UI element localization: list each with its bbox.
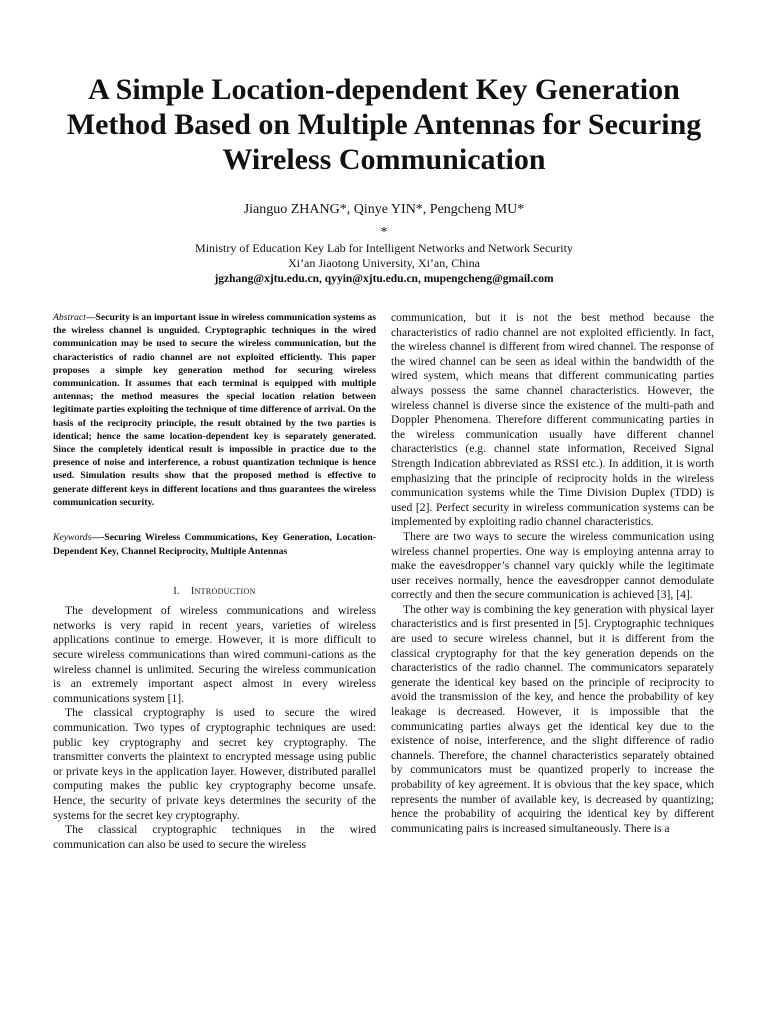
body-paragraph: The classical cryptography is used to secure the wired communication. Two types of cryptographic techniques are used: public key cryptography and secret key cryptography. The transmitter converts the plaintext to encrypted message using public or private keys in the application layer. However, distributed parallel computing makes the public key cryptography become unsafe. Hence, the security of private keys determines the security of the systems for the secret key cryptography. bbox=[53, 706, 376, 822]
affiliation-marker: * bbox=[380, 225, 388, 240]
body-paragraph: The classical cryptographic techniques in the wired communication can also be used to secure the wireless bbox=[53, 823, 376, 851]
right-column bbox=[391, 311, 714, 836]
title-line: Wireless Communication bbox=[222, 143, 546, 176]
abstract-label: Abstract bbox=[53, 312, 86, 323]
keywords bbox=[53, 531, 376, 558]
keywords-text: —-Securing Wireless Communications, Key Generation, Location-Dependent Key, Channel Reciprocity, Multiple Antennas bbox=[53, 532, 376, 557]
left-column bbox=[53, 311, 376, 852]
body-paragraph: There are two ways to secure the wireless communication using wireless channel properties. One way is employing antenna array to make the eavesdropper’s channel vary quickly while the legitimate user receives normally, hence the eavesdropper cannot demodulate correctly and then the secure communication is achieved [3], [4]. bbox=[391, 529, 714, 602]
title-line: Method Based on Multiple Antennas for Securing bbox=[66, 108, 702, 141]
affiliation bbox=[0, 225, 768, 287]
affiliation-institution: Ministry of Education Key Lab for Intelligent Networks and Network Security bbox=[195, 240, 573, 255]
section-heading bbox=[53, 585, 376, 598]
abstract bbox=[53, 311, 376, 509]
author-list: Jianguo ZHANG*, Qinye YIN*, Pengcheng MU* bbox=[243, 202, 525, 217]
keywords-label: Keywords bbox=[53, 532, 92, 544]
paper-title bbox=[40, 72, 728, 177]
body-paragraph: The development of wireless communications and wireless networks is very rapid in recent years, varieties of wireless applications continue to emerge. However, it is more difficult to secure wireless communications than wired communi-cations as the wireless channel is unlimited. Securing the wireless communication is an extremely important aspect almost in every wireless communications system [1]. bbox=[53, 604, 376, 705]
title-line: A Simple Location-dependent Key Generation bbox=[88, 73, 680, 106]
body-paragraph: The other way is combining the key generation with physical layer characteristics and is first presented in [5]. Cryptographic techniques are used to secure wireless channel, but it is different from the classical cryptography for that the key generation depends on the characteristics of the radio channel. The communicators separately generate the identical key based on the principle of reciprocity to avoid the transmission of the key, and hence the probability of key leakage is decreased. However, it is impossible that the communicating parties always get the identical key due to the existence of noise, interference, and the slight difference of radio channels. Therefore, the channel characteristics separately obtained by communicators must be quantized properly to increase the probability of key agreement. It is obvious that the key space, which represents the number of available key, is decreased by quantizing; hence the probability of acquiring the identical key by different communicating pairs is increased simultaneously. There is a bbox=[391, 602, 714, 835]
body-paragraph: communication, but it is not the best method because the characteristics of radio channel are not exploited efficiently. In fact, the wireless channel is different from wired channel. The response of the wired channel can be seen as ideal within the bandwidth of the wired system, which means that different communicating parties always possess the same channel characteristics. However, the wireless channel is diverse since the existence of the multi-path and Doppler Phenomena. Therefore different communicating parties in the wireless communication usually have different channel characteristics (e.g. channel state information, Received Signal Strength Indication abbreviated as RSSI etc.). In addition, it is worth emphasizing that the principle of reciprocity holds in the wireless communication systems while the Time Division Duplex (TDD) is used [2]. Perfect security in wireless communication systems can be implemented by exploiting radio channel characteristics. bbox=[391, 311, 714, 529]
affiliation-line-1 bbox=[0, 225, 768, 256]
author-emails: jgzhang@xjtu.edu.cn, qyyin@xjtu.edu.cn, mupengcheng@gmail.com bbox=[214, 272, 554, 285]
affiliation-location: Xi’an Jiaotong University, Xi’an, China bbox=[288, 256, 480, 270]
abstract-text: —Security is an important issue in wireless communication systems as the wireless channel is unguided. Cryptographic techniques in the wired communication may be used to secure the wireless communication, but the characteristics of radio channel are not exploited efficiently. This paper proposes a simple key generation method for securing wireless communication. It assumes that each terminal is equipped with multiple antennas; the method measures the special location relation between legitimate parties exploiting the technique of time difference of arrival. On the basis of the reciprocity principle, the result obtained by the two parties is identical; hence the same location-dependent key is separately generated. Since the completely identical result is impossible in practice due to the presence of noise and interference, a robust quantization technique is hence used. Simulation results show that the proposed method is effective to generate different keys in different locations and thus guarantees the wireless communication security. bbox=[53, 312, 376, 508]
section-title-rest: NTRODUCTION bbox=[194, 587, 256, 597]
section-number: I. bbox=[173, 586, 180, 598]
section-title-initial: I bbox=[190, 586, 195, 598]
